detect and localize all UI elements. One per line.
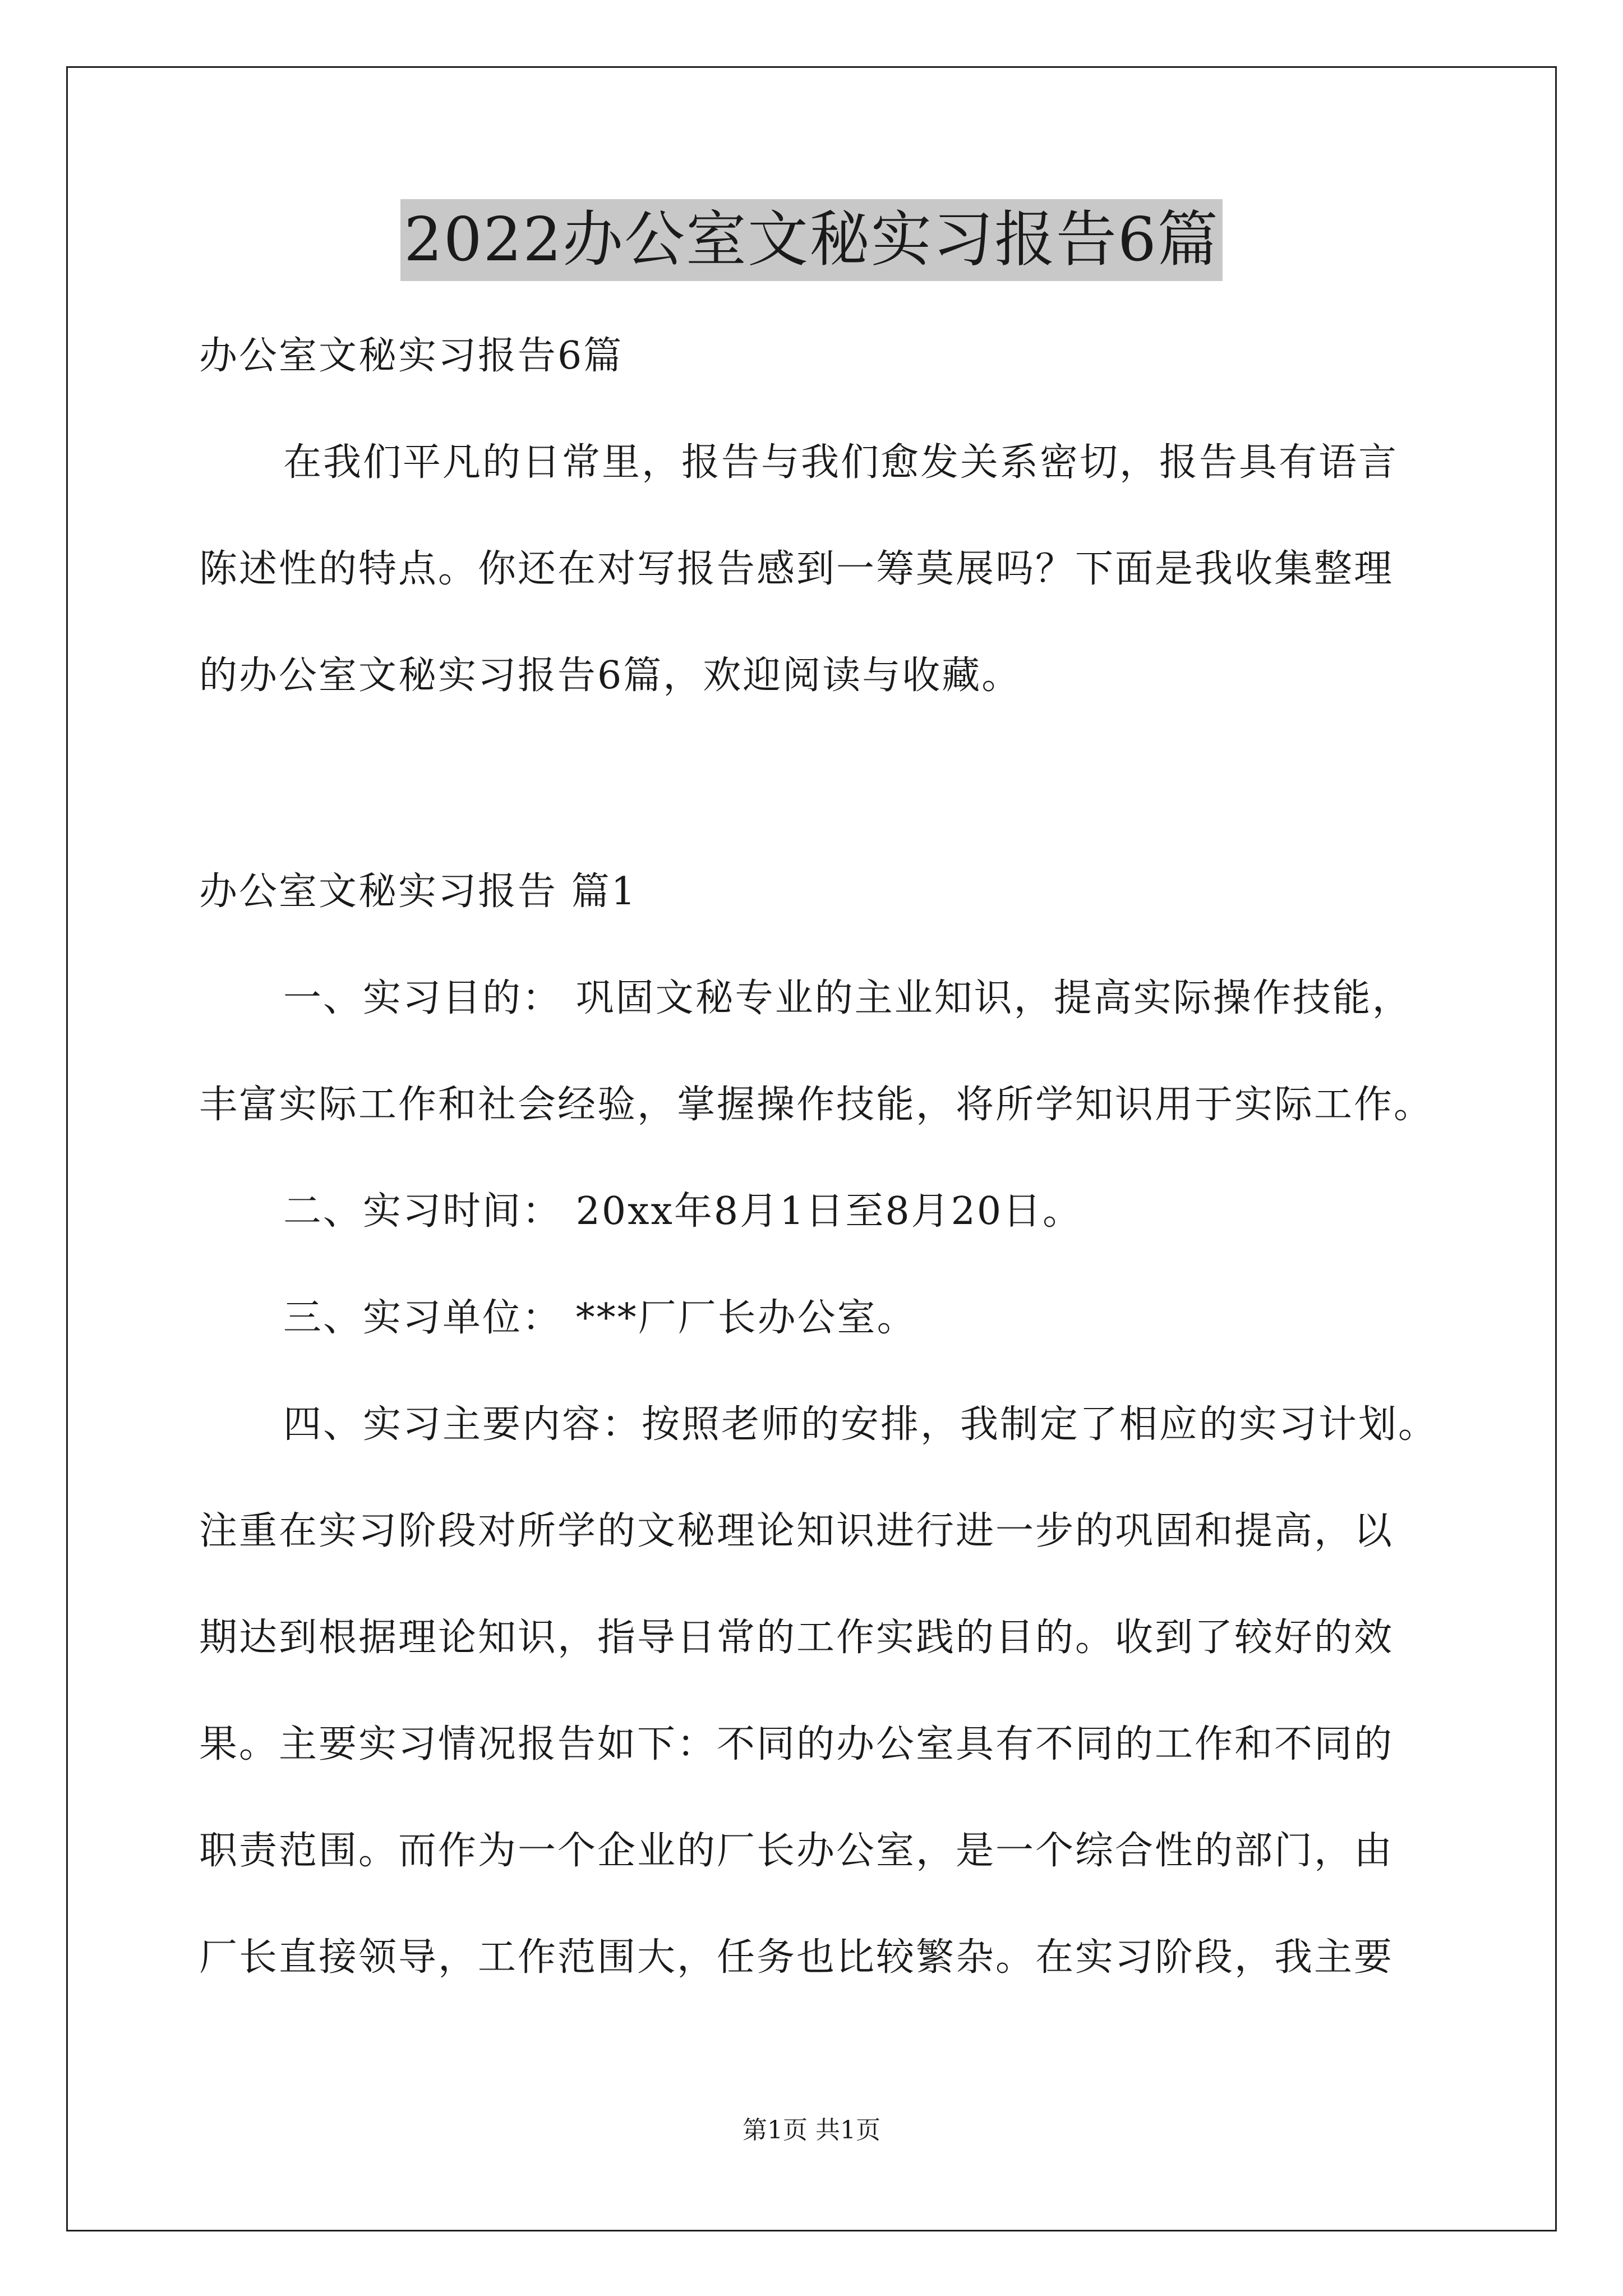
item4-line-4: 果。主要实习情况报告如下：不同的办公室具有不同的工作和不同的 [199,1722,1394,1766]
item1-line-1: 一、实习目的： 巩固文秘专业的主业知识，提高实际操作技能， [283,976,1412,1020]
item4-line-2: 注重在实习阶段对所学的文秘理论知识进行进一步的巩固和提高，以 [199,1509,1394,1553]
item4-line-1: 四、实习主要内容：按照老师的安排，我制定了相应的实习计划。 [283,1402,1438,1447]
document-subtitle: 办公室文秘实习报告6篇 [199,334,624,378]
document-title: 2022办公室文秘实习报告6篇 [400,199,1223,281]
item2-line: 二、实习时间： 20xx年8月1日至8月20日。 [283,1189,1083,1234]
section-heading: 办公室文秘实习报告 篇1 [199,869,637,914]
paragraph-gap [199,729,1461,839]
document-body [199,303,1461,2011]
title-container [0,199,1623,281]
page-footer: 第1页 共1页 [743,2116,880,2145]
item3-line: 三、实习单位： ***厂厂长办公室。 [283,1296,917,1340]
item1-line-2: 丰富实际工作和社会经验，掌握操作技能，将所学知识用于实际工作。 [199,1083,1434,1127]
item4-line-6: 厂长直接领导，工作范围大，任务也比较繁杂。在实习阶段，我主要 [199,1935,1394,1980]
intro-line-3: 的办公室文秘实习报告6篇，欢迎阅读与收藏。 [199,654,1022,698]
intro-line-1: 在我们平凡的日常里，报告与我们愈发关系密切，报告具有语言 [283,440,1399,485]
item4-line-5: 职责范围。而作为一个企业的厂长办公室，是一个综合性的部门，由 [199,1829,1394,1873]
intro-line-2: 陈述性的特点。你还在对写报告感到一筹莫展吗？下面是我收集整理 [199,547,1394,591]
item4-line-3: 期达到根据理论知识，指导日常的工作实践的目的。收到了较好的效 [199,1616,1394,1660]
